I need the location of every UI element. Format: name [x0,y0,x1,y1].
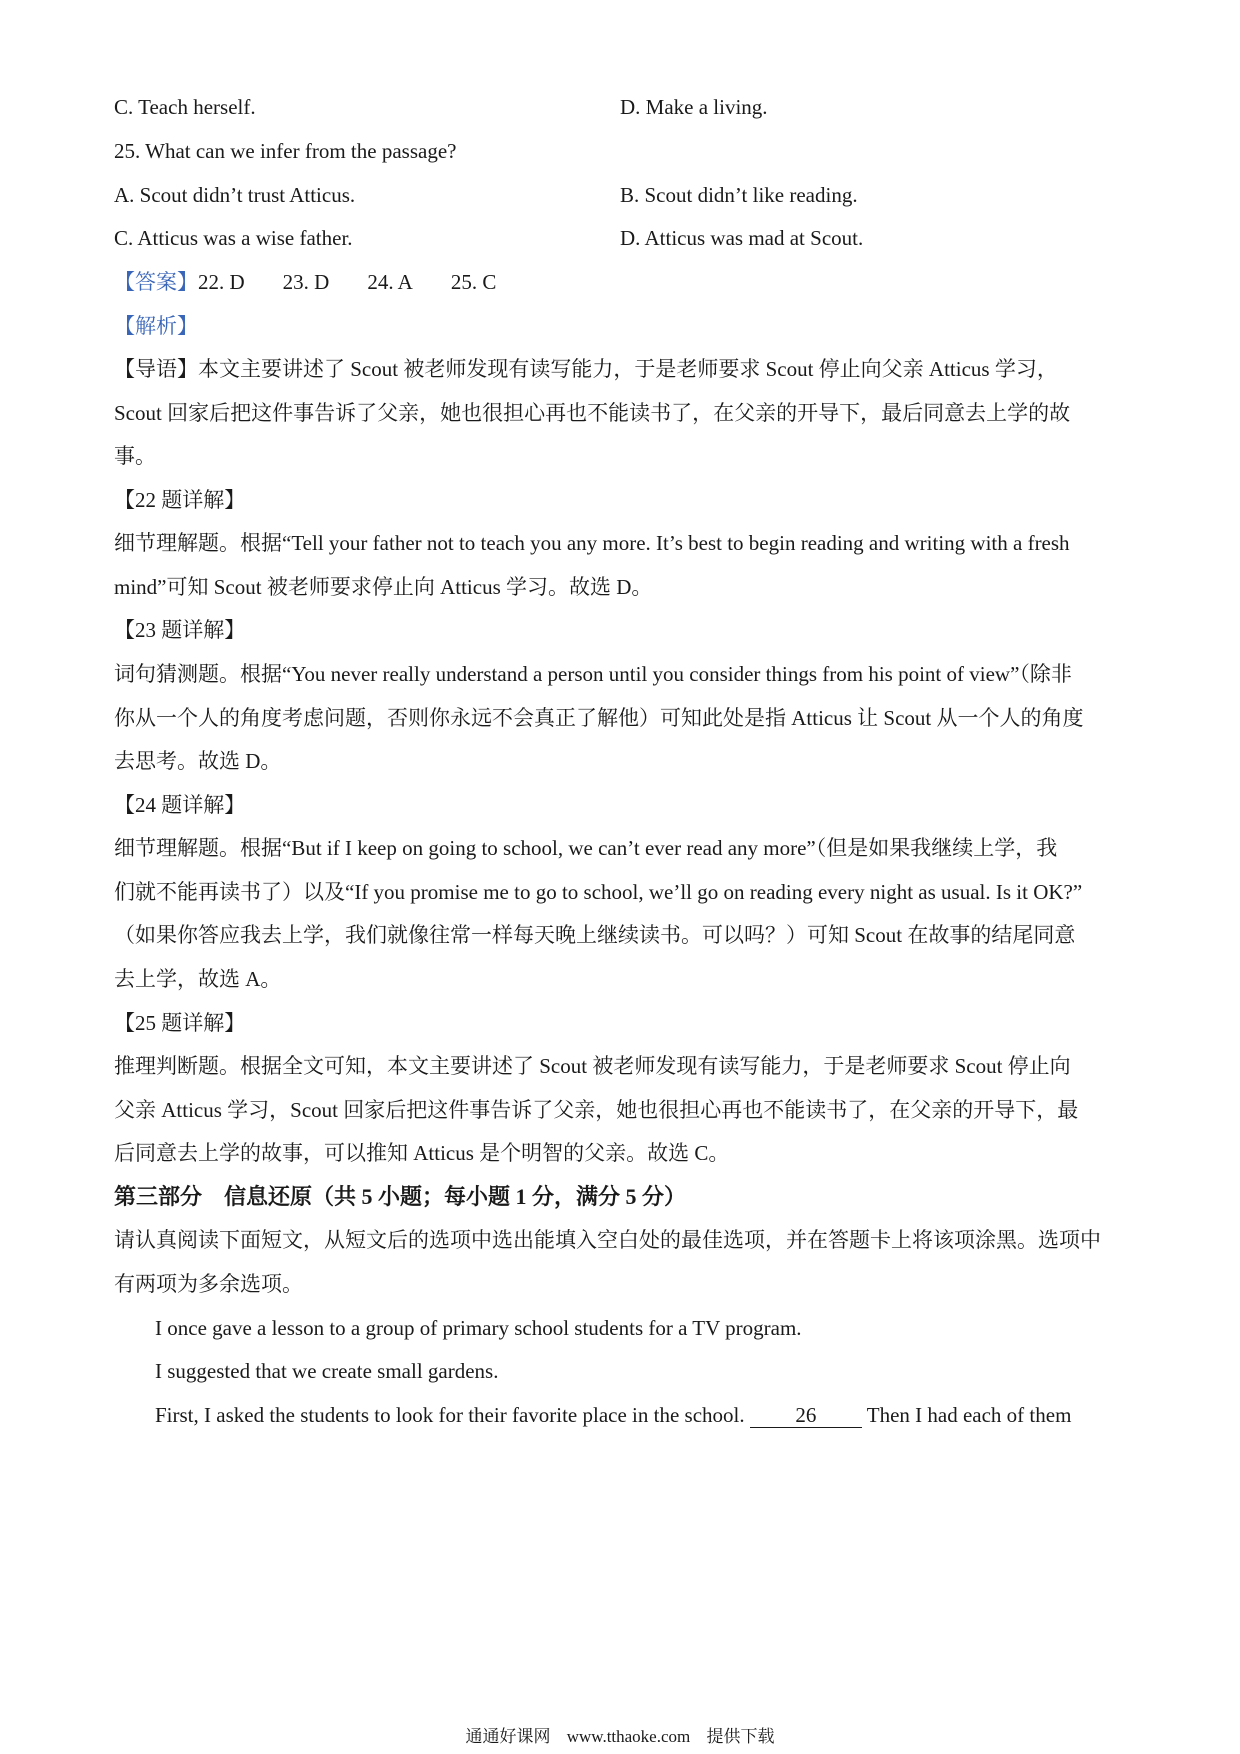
answer-item: 23. D [282,270,330,294]
passage-line: I suggested that we create small gardens. [155,1359,499,1383]
footer-site-name: 通通好课网 [465,1727,551,1746]
detail-24-line: （如果你答应我去上学，我们就像往常一样每天晚上继续读书。可以吗？）可知 Scout 在故事的结尾同意 [114,923,1076,947]
detail-24-line: 们就不能再读书了）以及“If you promise me to go to school, we’ll go on reading every night as usual. Is it OK?” [114,880,1083,904]
detail-25-line: 后同意去上学的故事，可以推知 Atticus 是个明智的父亲。故选 C。 [114,1141,730,1165]
detail-22-line: 细节理解题。根据“Tell your father not to teach you any more. It’s best to begin reading and writing with a fresh [114,531,1070,555]
option-25d: D. Atticus was mad at Scout. [620,226,864,250]
part3-instruction: 有两项为多余选项。 [114,1272,303,1296]
detail-22-heading: 【22 题详解】 [114,488,246,512]
detail-24-line: 细节理解题。根据“But if I keep on going to school, we can’t ever read any more”（但是如果我继续上学，我 [114,836,1058,860]
page-footer [0,1726,1240,1748]
part3-title: 第三部分 信息还原（共 5 小题；每小题 1 分，满分 5 分） [114,1184,687,1209]
option-25a: A. Scout didn’t trust Atticus. [114,183,356,207]
detail-24-line: 去上学，故选 A。 [114,967,282,991]
answer-item: 25. C [450,270,497,294]
intro-line: 事。 [114,444,156,468]
answer-label: 【答案】 [114,270,198,294]
detail-23-line: 去思考。故选 D。 [114,749,282,773]
detail-25-line: 推理判断题。根据全文可知，本文主要讲述了 Scout 被老师发现有读写能力，于是老师要求 Scout 停止向 [114,1054,1071,1078]
answer-item: 22. D [198,270,245,294]
passage-line: I once gave a lesson to a group of primary school students for a TV program. [155,1316,802,1340]
detail-23-heading: 【23 题详解】 [114,618,246,642]
intro-line: Scout 回家后把这件事告诉了父亲，她也很担心再也不能读书了，在父亲的开导下，最后同意去上学的故 [114,401,1071,425]
detail-23-line: 你从一个人的角度考虑问题，否则你永远不会真正了解他）可知此处是指 Atticus 让 Scout 从一个人的角度 [114,706,1084,730]
option-25c: C. Atticus was a wise father. [114,226,353,250]
analysis-label: 【解析】 [114,314,198,338]
part3-instruction: 请认真阅读下面短文，从短文后的选项中选出能填入空白处的最佳选项，并在答题卡上将该项涂黑。选项中 [114,1228,1101,1252]
answer-item: 24. A [367,270,413,294]
footer-note: 提供下载 [706,1727,775,1746]
option-25b: B. Scout didn’t like reading. [620,183,858,207]
detail-25-line: 父亲 Atticus 学习，Scout 回家后把这件事告诉了父亲，她也很担心再也不能读书了，在父亲的开导下，最 [114,1098,1079,1122]
detail-23-line: 词句猜测题。根据“You never really understand a person until you consider things from his point of view”（除非 [114,662,1072,686]
intro-line: 【导语】本文主要讲述了 Scout 被老师发现有读写能力，于是老师要求 Scout 停止向父亲 Atticus 学习， [114,357,1058,381]
detail-22-line: mind”可知 Scout 被老师要求停止向 Atticus 学习。故选 D。 [114,575,653,599]
passage-text: Then I had each of them [866,1403,1072,1427]
detail-25-heading: 【25 题详解】 [114,1011,246,1035]
blank-26: 26 [750,1403,862,1428]
passage-text: First, I asked the students to look for their favorite place in the school. [155,1403,745,1427]
detail-24-heading: 【24 题详解】 [114,793,246,817]
question-25: 25. What can we infer from the passage? [114,139,457,163]
option-24c: C. Teach herself. [114,95,256,119]
passage-line [155,1400,1071,1430]
option-24d: D. Make a living. [620,95,768,119]
answer-line [114,267,534,297]
footer-url[interactable]: www.tthaoke.com [566,1727,691,1746]
